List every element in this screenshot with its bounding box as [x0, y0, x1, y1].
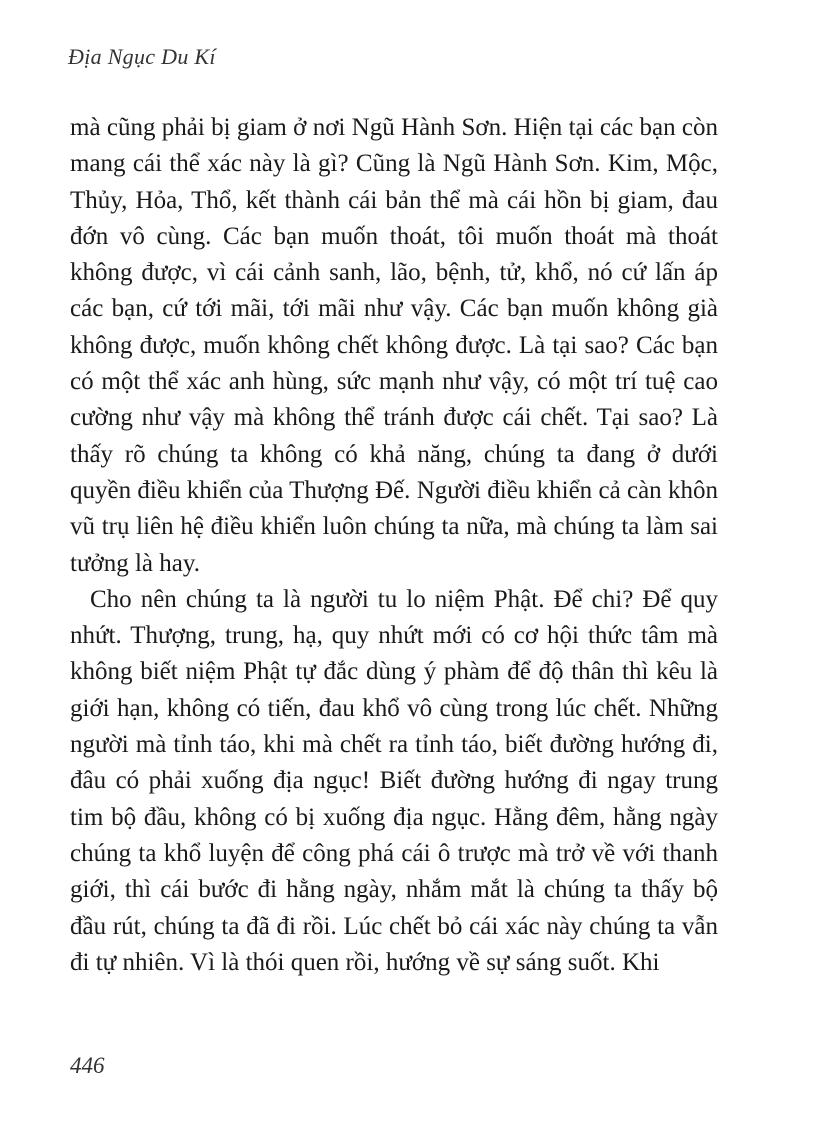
body-text — [70, 110, 718, 981]
running-header: Địa Ngục Du Kí — [68, 44, 216, 69]
page-number: 446 — [70, 1053, 105, 1078]
paragraph-1: mà cũng phải bị giam ở nơi Ngũ Hành Sơn. Hiện tại các bạn còn mang cái thể xác này là gì? Cũng là Ngũ Hành Sơn. Kim, Mộc, Thủy, Hỏa, Thổ, kết thành cái bản thể mà cái hồn bị giam, đau đớn vô cùng. Các bạn muốn thoát, tôi muốn thoát mà thoát không được, vì cái cảnh sanh, lão, bệnh, tử, khổ, nó cứ lấn áp các bạn, cứ tới mãi, tới mãi như vậy. Các bạn muốn không già không được, muốn không chết không được. Là tại sao? Các bạn có một thể xác anh hùng, sức mạnh như vậy, có một trí tuệ cao cường như vậy mà không thể tránh được cái chết. Tại sao? Là thấy rõ chúng ta không có khả năng, chúng ta đang ở dưới quyền điều khiển của Thượng Đế. Người điều khiển cả càn khôn vũ trụ liên hệ điều khiển luôn chúng ta nữa, mà chúng ta làm sai tưởng là hay. — [70, 114, 718, 577]
paragraph-2: Cho nên chúng ta là người tu lo niệm Phật. Để chi? Để quy nhứt. Thượng, trung, hạ, quy nhứt mới có cơ hội thức tâm mà không biết niệm Phật tự đắc dùng ý phàm để độ thân thì kêu là giới hạn, không có tiến, đau khổ vô cùng trong lúc chết. Những người mà tỉnh táo, khi mà chết ra tỉnh táo, biết đường hướng đi, đâu có phải xuống địa ngục! Biết đường hướng đi ngay trung tim bộ đầu, không có bị xuống địa ngục. Hằng đêm, hằng ngày chúng ta khổ luyện để công phá cái ô trược mà trở về với thanh giới, thì cái bước đi hằng ngày, nhắm mắt là chúng ta thấy bộ đầu rút, chúng ta đã đi rồi. Lúc chết bỏ cái xác này chúng ta vẫn đi tự nhiên. Vì là thói quen rồi, hướng về sự sáng suốt. Khi — [70, 585, 718, 976]
